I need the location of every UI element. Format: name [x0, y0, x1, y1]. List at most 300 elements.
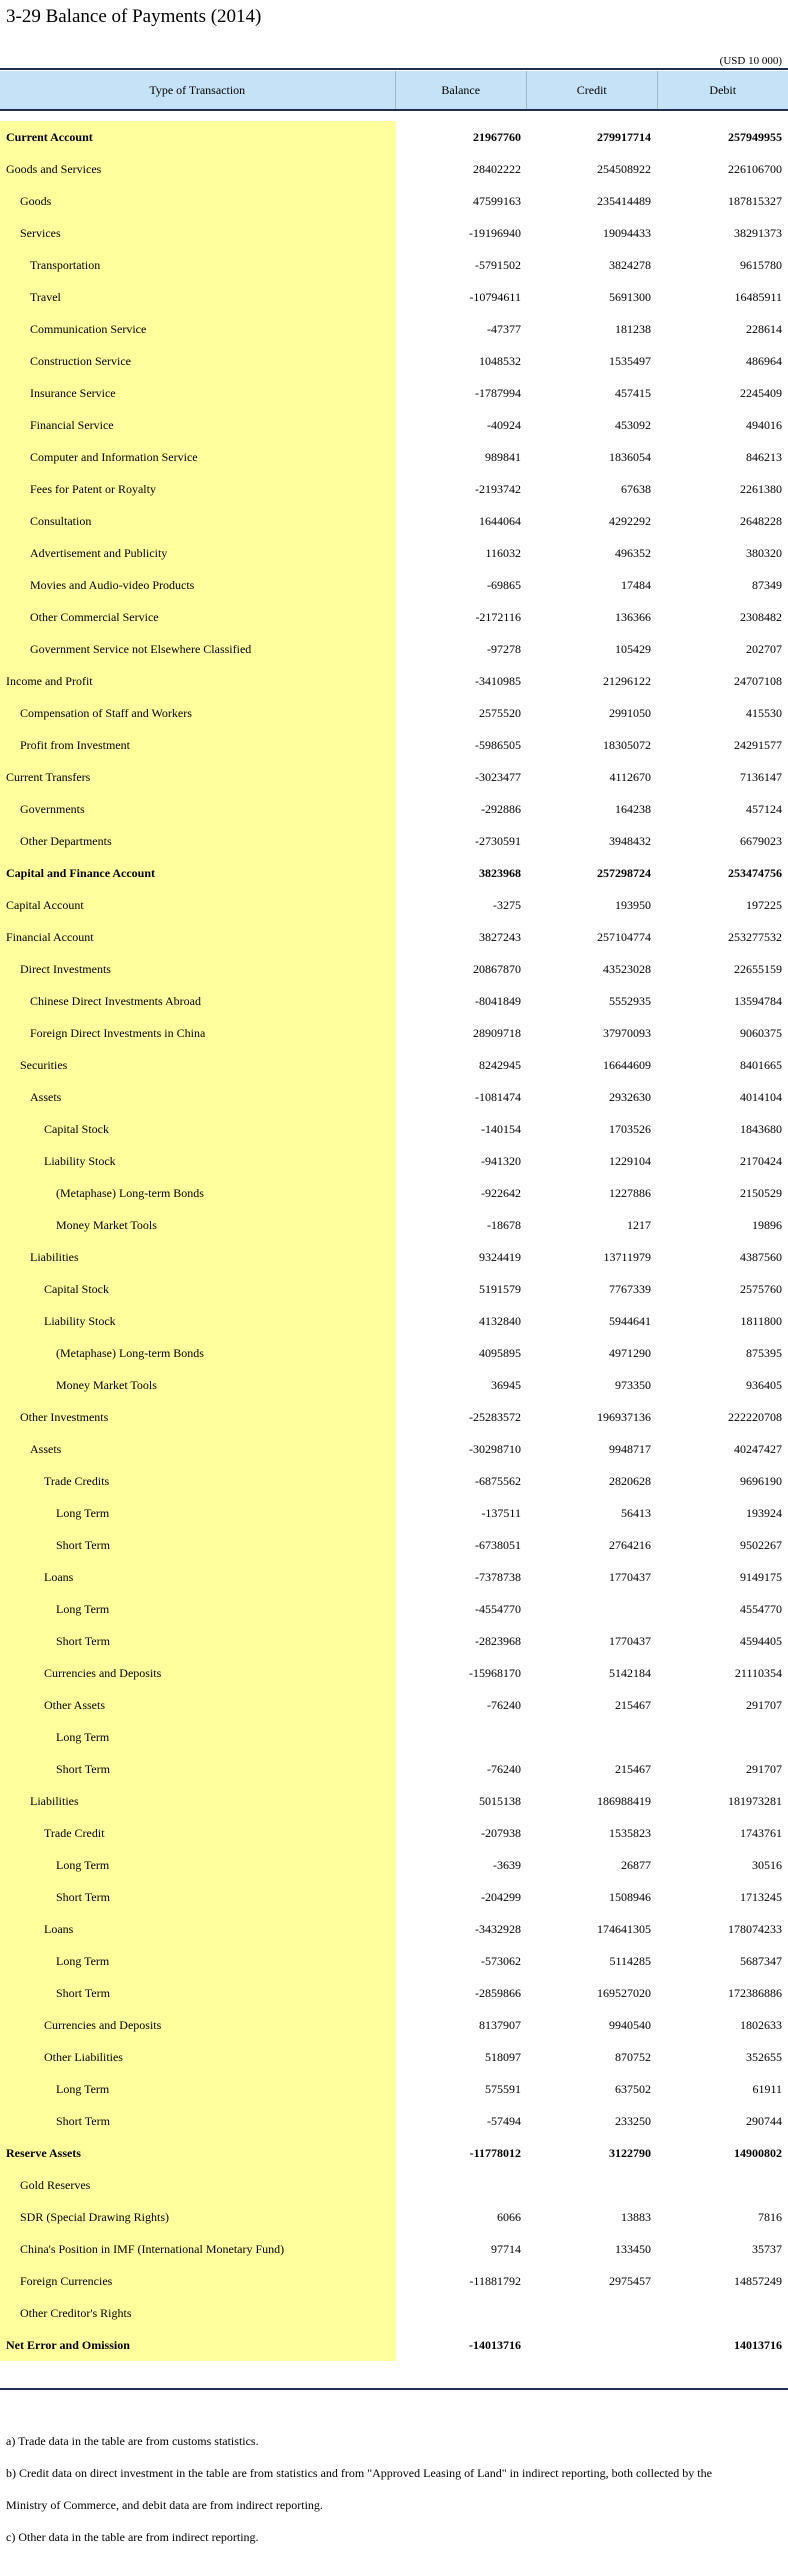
table-body: [0, 121, 788, 2361]
table-row: [0, 825, 788, 857]
cell-debit: 35737: [657, 2242, 788, 2257]
cell-balance: -941320: [396, 1154, 527, 1169]
cell-balance: 47599163: [396, 194, 527, 209]
table-row: [0, 1081, 788, 1113]
table-row: [0, 1657, 788, 1689]
cell-debit: 2648228: [657, 514, 788, 529]
cell-credit: 1836054: [527, 450, 657, 465]
cell-balance: -292886: [396, 802, 527, 817]
cell-credit: 254508922: [527, 162, 657, 177]
table-row: [0, 441, 788, 473]
row-label: Profit from Investment: [0, 738, 396, 753]
row-label: Long Term: [0, 2082, 396, 2097]
cell-debit: 9149175: [657, 1570, 788, 1585]
cell-balance: -76240: [396, 1762, 527, 1777]
row-label: Trade Credits: [0, 1474, 396, 1489]
row-label: Foreign Direct Investments in China: [0, 1026, 396, 1041]
cell-debit: 87349: [657, 578, 788, 593]
cell-credit: 186988419: [527, 1794, 657, 1809]
cell-credit: 7767339: [527, 1282, 657, 1297]
cell-credit: 4292292: [527, 514, 657, 529]
row-label: Other Investments: [0, 1410, 396, 1425]
table-row: [0, 1529, 788, 1561]
row-label: SDR (Special Drawing Rights): [0, 2210, 396, 2225]
table-row: [0, 1177, 788, 1209]
cell-balance: 5191579: [396, 1282, 527, 1297]
table-row: [0, 281, 788, 313]
cell-balance: -3275: [396, 898, 527, 913]
cell-balance: 1644064: [396, 514, 527, 529]
cell-debit: 291707: [657, 1698, 788, 1713]
cell-credit: 164238: [527, 802, 657, 817]
table-row: [0, 1401, 788, 1433]
cell-debit: 30516: [657, 1858, 788, 1873]
table-row: [0, 633, 788, 665]
cell-credit: 3824278: [527, 258, 657, 273]
cell-credit: 181238: [527, 322, 657, 337]
cell-credit: 37970093: [527, 1026, 657, 1041]
cell-balance: -2193742: [396, 482, 527, 497]
cell-debit: 1713245: [657, 1890, 788, 1905]
cell-balance: -2823968: [396, 1634, 527, 1649]
table-row: [0, 2073, 788, 2105]
row-label: Trade Credit: [0, 1826, 396, 1841]
table-row: [0, 1113, 788, 1145]
row-label: Short Term: [0, 1986, 396, 2001]
table-row: [0, 409, 788, 441]
cell-balance: 518097: [396, 2050, 527, 2065]
table-row: [0, 729, 788, 761]
cell-balance: -11881792: [396, 2274, 527, 2289]
cell-balance: 989841: [396, 450, 527, 465]
cell-debit: 4014104: [657, 1090, 788, 1105]
row-label: Long Term: [0, 1602, 396, 1617]
cell-balance: -8041849: [396, 994, 527, 1009]
cell-debit: 380320: [657, 546, 788, 561]
cell-debit: 936405: [657, 1378, 788, 1393]
row-label: Capital and Finance Account: [0, 866, 396, 881]
cell-debit: 178074233: [657, 1922, 788, 1937]
table-row: [0, 153, 788, 185]
cell-credit: 637502: [527, 2082, 657, 2097]
header-type-of-transaction: Type of Transaction: [0, 71, 396, 109]
cell-credit: 136366: [527, 610, 657, 625]
table-row: [0, 953, 788, 985]
table-row: [0, 473, 788, 505]
cell-debit: 257949955: [657, 130, 788, 145]
cell-credit: 3122790: [527, 2146, 657, 2161]
cell-balance: -7378738: [396, 1570, 527, 1585]
cell-debit: 415530: [657, 706, 788, 721]
cell-balance: 575591: [396, 2082, 527, 2097]
cell-balance: 97714: [396, 2242, 527, 2257]
cell-balance: -3432928: [396, 1922, 527, 1937]
table-top-rule: [0, 68, 788, 70]
cell-credit: 18305072: [527, 738, 657, 753]
cell-balance: -30298710: [396, 1442, 527, 1457]
row-label: Short Term: [0, 1538, 396, 1553]
cell-debit: 352655: [657, 2050, 788, 2065]
table-row: [0, 1721, 788, 1753]
cell-credit: 169527020: [527, 1986, 657, 2001]
cell-balance: -6875562: [396, 1474, 527, 1489]
cell-credit: 19094433: [527, 226, 657, 241]
row-label: Current Transfers: [0, 770, 396, 785]
cell-balance: 36945: [396, 1378, 527, 1393]
cell-debit: 846213: [657, 450, 788, 465]
table-row: [0, 697, 788, 729]
cell-credit: 453092: [527, 418, 657, 433]
cell-debit: 457124: [657, 802, 788, 817]
cell-debit: 61911: [657, 2082, 788, 2097]
header-balance: Balance: [396, 71, 528, 109]
cell-debit: 4387560: [657, 1250, 788, 1265]
cell-balance: -204299: [396, 1890, 527, 1905]
cell-balance: 21967760: [396, 130, 527, 145]
table-row: [0, 537, 788, 569]
cell-debit: 1843680: [657, 1122, 788, 1137]
row-label: Financial Service: [0, 418, 396, 433]
table-row: [0, 2009, 788, 2041]
cell-debit: 2575760: [657, 1282, 788, 1297]
cell-debit: 2170424: [657, 1154, 788, 1169]
row-label: Chinese Direct Investments Abroad: [0, 994, 396, 1009]
table-row: [0, 1849, 788, 1881]
cell-credit: 193950: [527, 898, 657, 913]
row-label: Goods: [0, 194, 396, 209]
cell-balance: -6738051: [396, 1538, 527, 1553]
row-label: Direct Investments: [0, 962, 396, 977]
cell-debit: 6679023: [657, 834, 788, 849]
cell-debit: 4554770: [657, 1602, 788, 1617]
cell-debit: 7136147: [657, 770, 788, 785]
table-row: [0, 2201, 788, 2233]
row-label: Liabilities: [0, 1250, 396, 1265]
table-row: [0, 2233, 788, 2265]
table-row: [0, 1241, 788, 1273]
row-label: Reserve Assets: [0, 2146, 396, 2161]
footnote: Ministry of Commerce, and debit data are from indirect reporting.: [6, 2489, 782, 2521]
cell-credit: 257298724: [527, 866, 657, 881]
cell-balance: -14013716: [396, 2338, 527, 2353]
cell-balance: -18678: [396, 1218, 527, 1233]
table-row: [0, 1561, 788, 1593]
row-label: Liability Stock: [0, 1154, 396, 1169]
cell-balance: 28909718: [396, 1026, 527, 1041]
cell-credit: 5944641: [527, 1314, 657, 1329]
row-label: Liabilities: [0, 1794, 396, 1809]
cell-credit: 215467: [527, 1698, 657, 1713]
table-row: [0, 1689, 788, 1721]
cell-balance: -922642: [396, 1186, 527, 1201]
cell-balance: -207938: [396, 1826, 527, 1841]
table-row: [0, 1465, 788, 1497]
table-row: [0, 1145, 788, 1177]
table-row: [0, 1209, 788, 1241]
row-label: Other Departments: [0, 834, 396, 849]
table-row: [0, 569, 788, 601]
cell-debit: 222220708: [657, 1410, 788, 1425]
cell-debit: 1811800: [657, 1314, 788, 1329]
cell-balance: -11778012: [396, 2146, 527, 2161]
cell-balance: 116032: [396, 546, 527, 561]
cell-debit: 40247427: [657, 1442, 788, 1457]
cell-balance: 4095895: [396, 1346, 527, 1361]
cell-credit: 1770437: [527, 1570, 657, 1585]
cell-debit: 14013716: [657, 2338, 788, 2353]
table-row: [0, 1433, 788, 1465]
cell-credit: 496352: [527, 546, 657, 561]
cell-balance: -10794611: [396, 290, 527, 305]
cell-balance: -2172116: [396, 610, 527, 625]
unit-label: (USD 10 000): [720, 55, 782, 67]
row-label: Other Liabilities: [0, 2050, 396, 2065]
table-row: [0, 2137, 788, 2169]
row-label: Transportation: [0, 258, 396, 273]
cell-balance: 2575520: [396, 706, 527, 721]
table-row: [0, 2265, 788, 2297]
cell-credit: 2932630: [527, 1090, 657, 1105]
cell-balance: 8242945: [396, 1058, 527, 1073]
table-header-row: [0, 71, 788, 111]
table-row: [0, 857, 788, 889]
table-row: [0, 1337, 788, 1369]
table-row: [0, 889, 788, 921]
table-row: [0, 1369, 788, 1401]
row-label: Computer and Information Service: [0, 450, 396, 465]
row-label: Loans: [0, 1922, 396, 1937]
table-row: [0, 2297, 788, 2329]
cell-credit: 4971290: [527, 1346, 657, 1361]
footnote: b) Credit data on direct investment in the table are from statistics and from "Approved Leasing of Land" in indirect reporting, both collected by the: [6, 2457, 782, 2489]
table-row: [0, 249, 788, 281]
cell-debit: 197225: [657, 898, 788, 913]
table-row: [0, 2041, 788, 2073]
cell-debit: 290744: [657, 2114, 788, 2129]
row-label: Communication Service: [0, 322, 396, 337]
table-row: [0, 121, 788, 153]
cell-debit: 8401665: [657, 1058, 788, 1073]
cell-debit: 14857249: [657, 2274, 788, 2289]
cell-debit: 486964: [657, 354, 788, 369]
row-label: Other Creditor's Rights: [0, 2306, 396, 2321]
cell-balance: -2730591: [396, 834, 527, 849]
cell-debit: 9615780: [657, 258, 788, 273]
row-label: Assets: [0, 1442, 396, 1457]
table-row: [0, 1017, 788, 1049]
row-label: Consultation: [0, 514, 396, 529]
cell-debit: 291707: [657, 1762, 788, 1777]
row-label: Long Term: [0, 1858, 396, 1873]
cell-debit: 22655159: [657, 962, 788, 977]
cell-credit: 235414489: [527, 194, 657, 209]
table-row: [0, 2105, 788, 2137]
cell-debit: 16485911: [657, 290, 788, 305]
cell-credit: 105429: [527, 642, 657, 657]
cell-balance: -3639: [396, 1858, 527, 1873]
cell-debit: 172386886: [657, 1986, 788, 2001]
cell-credit: 870752: [527, 2050, 657, 2065]
cell-balance: -3410985: [396, 674, 527, 689]
table-row: [0, 1913, 788, 1945]
table-row: [0, 1817, 788, 1849]
cell-debit: 9696190: [657, 1474, 788, 1489]
header-credit: Credit: [527, 71, 658, 109]
cell-credit: 233250: [527, 2114, 657, 2129]
cell-balance: -40924: [396, 418, 527, 433]
cell-debit: 875395: [657, 1346, 788, 1361]
footnote: c) Other data in the table are from indirect reporting.: [6, 2521, 782, 2553]
table-row: [0, 217, 788, 249]
cell-balance: 1048532: [396, 354, 527, 369]
table-row: [0, 1753, 788, 1785]
cell-balance: 8137907: [396, 2018, 527, 2033]
cell-credit: 13883: [527, 2210, 657, 2225]
row-label: Current Account: [0, 130, 396, 145]
cell-credit: 2975457: [527, 2274, 657, 2289]
cell-debit: 13594784: [657, 994, 788, 1009]
cell-debit: 187815327: [657, 194, 788, 209]
cell-credit: 9940540: [527, 2018, 657, 2033]
cell-debit: 24707108: [657, 674, 788, 689]
cell-debit: 181973281: [657, 1794, 788, 1809]
row-label: Governments: [0, 802, 396, 817]
cell-debit: 228614: [657, 322, 788, 337]
cell-credit: 13711979: [527, 1250, 657, 1265]
cell-balance: -76240: [396, 1698, 527, 1713]
cell-debit: 494016: [657, 418, 788, 433]
cell-balance: -137511: [396, 1506, 527, 1521]
table-row: [0, 1785, 788, 1817]
table-row: [0, 761, 788, 793]
cell-debit: 253277532: [657, 930, 788, 945]
row-label: Liability Stock: [0, 1314, 396, 1329]
row-label: Goods and Services: [0, 162, 396, 177]
cell-balance: 5015138: [396, 1794, 527, 1809]
row-label: Short Term: [0, 1634, 396, 1649]
footnotes: [6, 2425, 782, 2553]
cell-debit: 1743761: [657, 1826, 788, 1841]
table-row: [0, 665, 788, 697]
cell-credit: 133450: [527, 2242, 657, 2257]
cell-balance: 9324419: [396, 1250, 527, 1265]
cell-credit: 5552935: [527, 994, 657, 1009]
cell-balance: 6066: [396, 2210, 527, 2225]
cell-balance: -140154: [396, 1122, 527, 1137]
cell-credit: 9948717: [527, 1442, 657, 1457]
cell-balance: -2859866: [396, 1986, 527, 2001]
cell-balance: -1787994: [396, 386, 527, 401]
row-label: (Metaphase) Long-term Bonds: [0, 1346, 396, 1361]
cell-balance: 28402222: [396, 162, 527, 177]
row-label: Financial Account: [0, 930, 396, 945]
row-label: Income and Profit: [0, 674, 396, 689]
cell-debit: 9502267: [657, 1538, 788, 1553]
row-label: Long Term: [0, 1730, 396, 1745]
cell-credit: 257104774: [527, 930, 657, 945]
cell-credit: 17484: [527, 578, 657, 593]
table-row: [0, 345, 788, 377]
cell-balance: 3823968: [396, 866, 527, 881]
balance-of-payments-table: [0, 71, 788, 2361]
cell-debit: 2245409: [657, 386, 788, 401]
cell-credit: 1508946: [527, 1890, 657, 1905]
cell-balance: -5986505: [396, 738, 527, 753]
cell-balance: -25283572: [396, 1410, 527, 1425]
header-debit: Debit: [658, 71, 788, 109]
cell-debit: 193924: [657, 1506, 788, 1521]
cell-debit: 2261380: [657, 482, 788, 497]
cell-credit: 196937136: [527, 1410, 657, 1425]
table-row: [0, 1305, 788, 1337]
cell-credit: 67638: [527, 482, 657, 497]
cell-debit: 226106700: [657, 162, 788, 177]
row-label: Insurance Service: [0, 386, 396, 401]
table-row: [0, 505, 788, 537]
cell-credit: 3948432: [527, 834, 657, 849]
cell-credit: 279917714: [527, 130, 657, 145]
cell-balance: -4554770: [396, 1602, 527, 1617]
cell-debit: 9060375: [657, 1026, 788, 1041]
table-row: [0, 313, 788, 345]
cell-balance: -15968170: [396, 1666, 527, 1681]
cell-credit: 1535823: [527, 1826, 657, 1841]
cell-balance: -97278: [396, 642, 527, 657]
row-label: Net Error and Omission: [0, 2338, 396, 2353]
page-title: 3-29 Balance of Payments (2014): [6, 6, 261, 28]
cell-credit: 5691300: [527, 290, 657, 305]
row-label: Capital Stock: [0, 1122, 396, 1137]
row-label: Travel: [0, 290, 396, 305]
cell-balance: 4132840: [396, 1314, 527, 1329]
row-label: Capital Stock: [0, 1282, 396, 1297]
table-row: [0, 2329, 788, 2361]
row-label: Other Assets: [0, 1698, 396, 1713]
row-label: (Metaphase) Long-term Bonds: [0, 1186, 396, 1201]
table-row: [0, 1625, 788, 1657]
cell-credit: 43523028: [527, 962, 657, 977]
cell-credit: 215467: [527, 1762, 657, 1777]
cell-debit: 202707: [657, 642, 788, 657]
cell-debit: 4594405: [657, 1634, 788, 1649]
row-label: Government Service not Elsewhere Classified: [0, 642, 396, 657]
cell-credit: 1703526: [527, 1122, 657, 1137]
table-row: [0, 377, 788, 409]
row-label: Long Term: [0, 1954, 396, 1969]
cell-credit: 2820628: [527, 1474, 657, 1489]
cell-credit: 1770437: [527, 1634, 657, 1649]
table-row: [0, 1945, 788, 1977]
cell-balance: -1081474: [396, 1090, 527, 1105]
row-label: Advertisement and Publicity: [0, 546, 396, 561]
cell-debit: 2308482: [657, 610, 788, 625]
table-row: [0, 1881, 788, 1913]
cell-credit: 56413: [527, 1506, 657, 1521]
table-row: [0, 1977, 788, 2009]
row-label: Short Term: [0, 2114, 396, 2129]
table-row: [0, 1593, 788, 1625]
cell-debit: 1802633: [657, 2018, 788, 2033]
cell-credit: 1535497: [527, 354, 657, 369]
row-label: Services: [0, 226, 396, 241]
table-row: [0, 1497, 788, 1529]
cell-credit: 5142184: [527, 1666, 657, 1681]
cell-credit: 2991050: [527, 706, 657, 721]
cell-credit: 457415: [527, 386, 657, 401]
row-label: Short Term: [0, 1762, 396, 1777]
row-label: Foreign Currencies: [0, 2274, 396, 2289]
row-label: Money Market Tools: [0, 1378, 396, 1393]
